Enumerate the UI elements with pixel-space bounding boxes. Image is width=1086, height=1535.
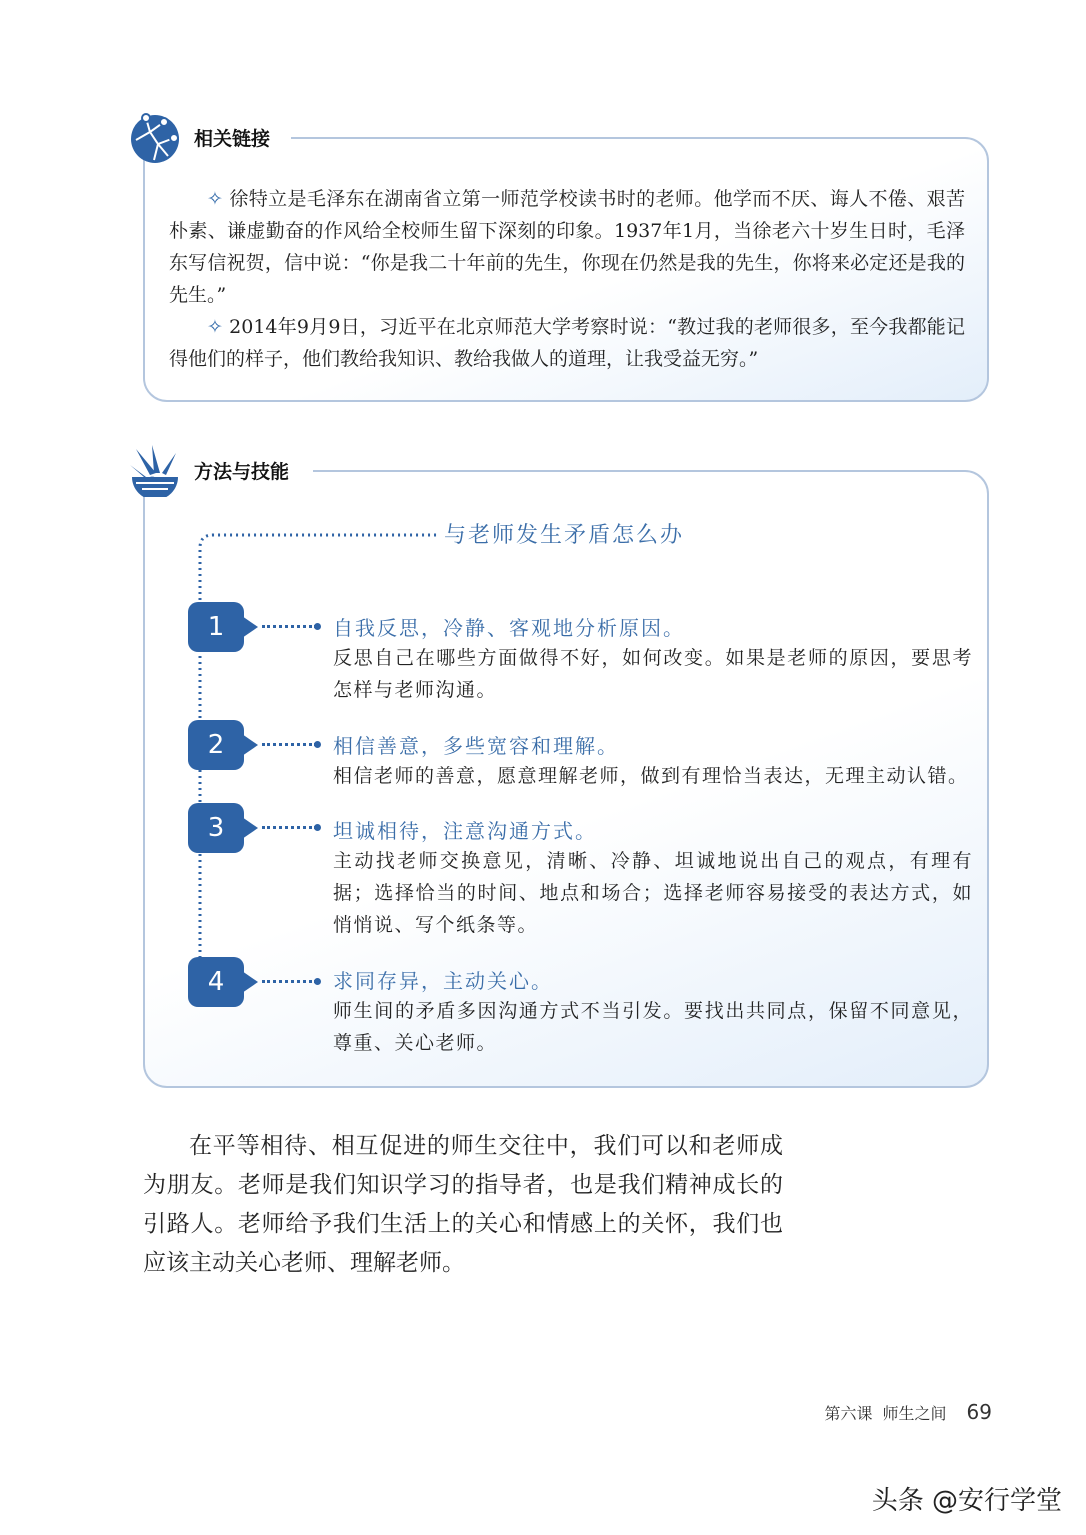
main-text: 在平等相待、相互促进的师生交往中，我们可以和老师成为朋友。老师是我们知识学习的指导者，也是我们精神成长的引路人。老师给予我们生活上的关心和情感上的关怀，我们也应该主动关心老师、理解老师。 — [143, 1133, 783, 1276]
step-heading: 自我反思，冷静、客观地分析原因。 — [333, 616, 685, 640]
methods-title: 方法与技能 — [194, 460, 290, 483]
step-body: 师生间的矛盾多因沟通方式不当引发。要找出共同点，保留不同意见，尊重、关心老师。 — [333, 1000, 973, 1054]
related-links-title: 相关链接 — [194, 127, 271, 150]
step-body: 反思自己在哪些方面做得不好，如何改变。如果是老师的原因，要思考怎样与老师沟通。 — [333, 647, 973, 701]
step-connector — [262, 826, 317, 829]
step-number-badge: 1 — [188, 602, 244, 652]
footer-chapter: 师生之间 — [882, 1404, 947, 1423]
diamond-bullet-icon: ✧ — [207, 188, 223, 210]
step-heading: 相信善意，多些宽容和理解。 — [333, 734, 619, 758]
step-heading: 求同存异，主动关心。 — [333, 969, 553, 993]
step-number-badge: 4 — [188, 957, 244, 1007]
related-paragraph: 徐特立是毛泽东在湖南省立第一师范学校读书时的老师。他学而不厌、诲人不倦、艰苦朴素、谦虚勤奋的作风给全校师生留下深刻的印象。1937年1月，当徐老六十岁生日时，毛泽东写信祝贺，信中说：“你是我二十年前的先生，你现在仍然是我的先生，你将来必定还是我的先生。” — [169, 188, 965, 306]
step-connector — [262, 980, 317, 983]
step-body: 主动找老师交换意见，清晰、冷静、坦诚地说出自己的观点，有理有据；选择恰当的时间、地点和场合；选择老师容易接受的表达方式，如悄悄说、写个纸条等。 — [333, 850, 973, 936]
step-number-badge: 3 — [188, 803, 244, 853]
step-connector — [262, 743, 317, 746]
diamond-bullet-icon: ✧ — [207, 316, 223, 338]
flow-title: 与老师发生矛盾怎么办 — [444, 523, 685, 548]
step-body: 相信老师的善意，愿意理解老师，做到有理恰当表达，无理主动认错。 — [333, 765, 969, 787]
related-paragraph: 2014年9月9日，习近平在北京师范大学考察时说：“教过我的老师很多，至今我都能记得他们的样子，他们教给我知识、教给我做人的道理，让我受益无穷。” — [169, 316, 965, 370]
watermark: 头条 @安行学堂 — [871, 1486, 1062, 1516]
step-number-badge: 2 — [188, 720, 244, 770]
main-paragraph — [143, 1127, 783, 1283]
page-number: 69 — [966, 1400, 992, 1424]
page-footer — [825, 1400, 992, 1424]
step-heading: 坦诚相待，注意沟通方式。 — [333, 819, 597, 843]
step-connector — [262, 625, 317, 628]
footer-lesson: 第六课 — [824, 1404, 873, 1423]
